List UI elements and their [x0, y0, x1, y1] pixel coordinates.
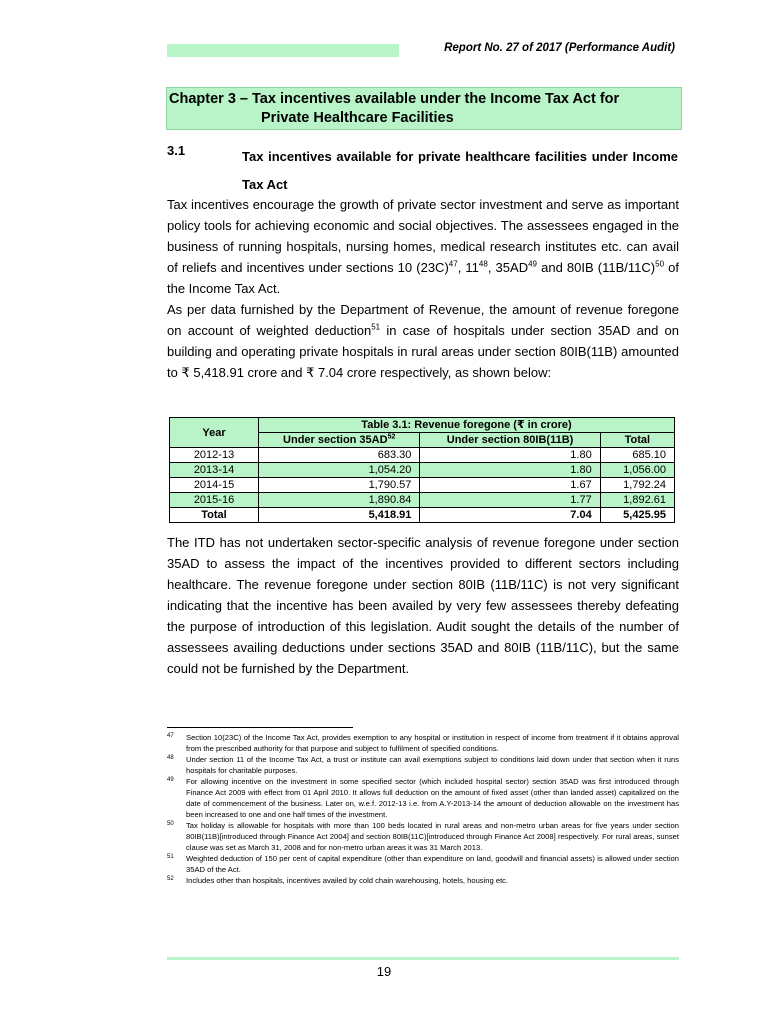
footnote-ref[interactable]: 52	[387, 433, 396, 441]
footnote-ref[interactable]: 49	[528, 259, 537, 269]
section-number: 3.1	[167, 143, 186, 158]
col-header-35ad: Under section 35AD$^{52}$	[259, 433, 420, 448]
footnote-51	[167, 853, 679, 875]
footnote-52	[167, 875, 679, 886]
year-header: Year	[170, 418, 259, 448]
footnote-49	[167, 776, 679, 820]
footnote-number: 47	[167, 733, 174, 739]
value-80ib: 1.67	[420, 478, 600, 493]
table-row	[170, 493, 675, 508]
footnote-text: Includes other than hospitals, incentives availed by cold chain warehousing, hotels, housing etc.	[186, 876, 509, 885]
paragraph-analysis: The ITD has not undertaken sector-specific analysis of revenue foregone under section 35AD to assess the impact of the incentives provided to different sectors including healthcare. The revenue foregone under section 80IB (11B/11C) is not very significant indicating that the incentive has been availed by very few assessees thereby defeating the purpose of introduction of this legislation. Audit sought the details of the number of assessees availing deductions under sections 35AD and 80IB (11B/11C), but the same could not be furnished by the Department.	[167, 535, 679, 676]
value-35ad: 1,054.20	[259, 463, 420, 478]
footnote-number: 48	[167, 755, 174, 761]
footnote-number: 51	[167, 854, 174, 860]
footer-green-bar	[167, 957, 679, 960]
year-cell: 2012-13	[170, 448, 259, 463]
total-total: 5,425.95	[600, 508, 674, 523]
value-80ib: 1.80	[420, 448, 600, 463]
year-cell: 2013-14	[170, 463, 259, 478]
footnote-48	[167, 754, 679, 776]
value-total: 1,792.24	[600, 478, 674, 493]
value-total: 685.10	[600, 448, 674, 463]
value-35ad: 1,790.57	[259, 478, 420, 493]
page-number: 19	[376, 964, 392, 979]
footnote-ref[interactable]: 47	[448, 259, 458, 269]
total-35ad: 5,418.91	[259, 508, 420, 523]
footnote-separator	[167, 727, 353, 728]
footnote-number: 50	[167, 821, 174, 827]
report-number: Report No. 27 of 2017 (Performance Audit)	[444, 42, 675, 54]
col-header-total: Total	[600, 433, 674, 448]
footnote-number: 52	[167, 876, 174, 882]
footnote-text: Under section 11 of the Income Tax Act, a trust or institute can avail exemptions subject to conditions laid down under that section when it runs hospitals for charitable purposes.	[186, 755, 679, 775]
col-header-80ib: Under section 80IB(11B)	[420, 433, 600, 448]
value-35ad: 683.30	[259, 448, 420, 463]
year-cell: 2015-16	[170, 493, 259, 508]
value-80ib: 1.77	[420, 493, 600, 508]
chapter-title-line2: Private Healthcare Facilities	[261, 110, 454, 126]
footnote-ref[interactable]: 48	[478, 259, 488, 269]
year-cell: 2014-15	[170, 478, 259, 493]
footnote-ref[interactable]: 51	[371, 322, 381, 332]
table-total-row	[170, 508, 675, 523]
footnotes	[167, 732, 679, 886]
footnote-50	[167, 820, 679, 853]
paragraph-revenue: As per data furnished by the Department of Revenue, the amount of revenue foregone on account of weighted deduction$^{51}$ in case of hospitals under section 35AD and on building and operating private hospitals in rural areas under section 80IB(11B) amounted to ₹ 5,418.91 crore and ₹ 7.04 crore respectively, as shown below:	[167, 302, 680, 380]
paragraph-intro: Tax incentives encourage the growth of private sector investment and serve as important policy tools for achieving economic and social objectives. The assessees engaged in the business of running hospitals, nursing homes, medical research institutes etc. can avail of reliefs and incentives under sections 10 $(23C)^{47}$, $11^{48}$, 35AD$^{49}$ and 80IB $(11B/11C)^{50}$ of the Income Tax Act.	[167, 197, 679, 296]
header-green-bar	[167, 44, 399, 57]
table-row	[170, 463, 675, 478]
footnote-number: 49	[167, 777, 174, 783]
footnote-47	[167, 732, 679, 754]
section-title: Tax incentives available for private healthcare facilities under Income Tax Act	[242, 149, 678, 192]
total-80ib: 7.04	[420, 508, 600, 523]
value-total: 1,892.61	[600, 493, 674, 508]
footnote-text: Weighted deduction of 150 per cent of capital expenditure (other than expenditure on land, goodwill and financial assets) is allowed under section 35AD of the Act.	[186, 854, 679, 874]
table-row	[170, 478, 675, 493]
revenue-foregone-table	[169, 417, 675, 523]
footnote-ref[interactable]: 50	[655, 259, 665, 269]
chapter-title-line1: Chapter 3 – Tax incentives available under the Income Tax Act for	[169, 91, 620, 107]
total-label: Total	[170, 508, 259, 523]
footnote-text: Section 10(23C) of the Income Tax Act, provides exemption to any hospital or institution in respect of income from treatment if it obtains approval from the prescribed authority for that purpose and subject to fulfilment of specified conditions.	[186, 733, 679, 753]
table-row	[170, 448, 675, 463]
table-caption: Table 3.1: Revenue foregone (₹ in crore)	[259, 418, 675, 433]
footnote-text: Tax holiday is allowable for hospitals with more than 100 beds located in rural areas and non-metro urban areas for five years under section 80IB(11B)[introduced through Finance Act 2004] and section 80IB(11C)[introduced through Finance Act 2008] respectively. For rural areas, sunset clause was set as March 31, 2008 and for non-metro urban areas it was 31 March 2013.	[186, 821, 679, 852]
value-80ib: 1.80	[420, 463, 600, 478]
chapter-heading-box	[166, 87, 682, 130]
value-total: 1,056.00	[600, 463, 674, 478]
footnote-text: For allowing incentive on the investment in some specified sector (which included hospital sector) section 35AD was first introduced through Finance Act 2009 with effect from 01 April 2010. It allows full deduction on the amount of fixed asset (other than landed asset) capitalized on the date of commencement of the business. Later on, w.e.f. 2012-13 i.e. from A.Y-2013-14 the amount of deduction allowable on the investment has been increased to one and one half times of the investment.	[186, 777, 679, 819]
value-35ad: 1,890.84	[259, 493, 420, 508]
